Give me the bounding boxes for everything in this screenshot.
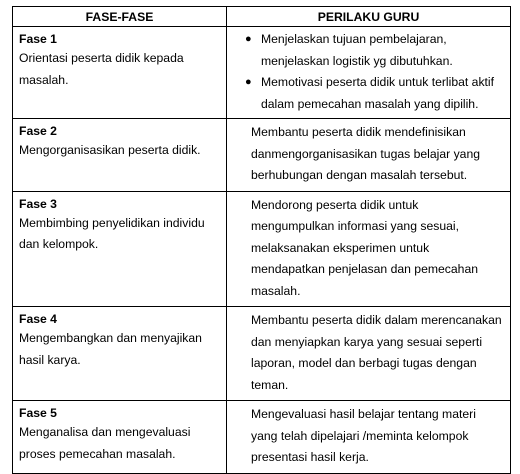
- behavior-cell: [227, 119, 511, 192]
- phase-title: Fase 2: [19, 124, 57, 138]
- list-item: [245, 72, 504, 115]
- behavior-text: Memotivasi peserta didik untuk terlibat aktif dalam pemecahan masalah yang dipilih.: [261, 75, 495, 111]
- phase-cell: [13, 191, 227, 307]
- table-row: [13, 27, 511, 119]
- phase-description: Menganalisa dan mengevaluasi proses pemecahan masalah.: [19, 425, 191, 461]
- table-row: [13, 119, 511, 192]
- behavior-text: Mendorong peserta didik untuk mengumpulkan informasi yang sesuai, melaksanakan eksperimen untuk mendapatkan penjelasan dan pemecahan masalah.: [251, 197, 478, 298]
- phase-cell: [13, 119, 227, 192]
- phase-behavior-table: [12, 6, 511, 474]
- phase-description: Mengorganisasikan peserta didik.: [19, 143, 201, 157]
- behavior-cell: [227, 191, 511, 307]
- table-row: [13, 307, 511, 401]
- phase-title: Fase 1: [19, 32, 57, 46]
- bullet-dot-icon: ●: [245, 76, 252, 88]
- phase-description: Mengembangkan dan menyajikan hasil karya.: [19, 331, 202, 367]
- phase-title: Fase 4: [19, 312, 57, 326]
- header-phases: FASE-FASE: [13, 7, 227, 27]
- phase-cell: [13, 401, 227, 474]
- table-row: [13, 401, 511, 474]
- table-header-row: [13, 7, 511, 27]
- behavior-text: Membantu peserta didik mendefinisikan danmengorganisasikan tugas belajar yang berhubungan dengan masalah tersebut.: [251, 125, 481, 182]
- list-item: [245, 29, 504, 72]
- phase-title: Fase 3: [19, 196, 57, 211]
- bullet-dot-icon: ●: [245, 33, 252, 45]
- phase-description: Orientasi peserta didik kepada masalah.: [19, 51, 184, 87]
- phase-title: Fase 5: [19, 406, 57, 420]
- behavior-text: Menjelaskan tujuan pembelajaran, menjelaskan logistik yg dibutuhkan.: [261, 32, 453, 68]
- header-teacher-behavior: PERILAKU GURU: [227, 7, 511, 27]
- behavior-cell: [227, 307, 511, 401]
- phase-cell: [13, 27, 227, 119]
- phase-cell: [13, 307, 227, 401]
- behavior-cell: [227, 27, 511, 119]
- phase-description: Membimbing penyelidikan individu dan kelompok.: [19, 215, 205, 251]
- behavior-cell: [227, 401, 511, 474]
- table-row: [13, 191, 511, 307]
- behavior-text: Mengevaluasi hasil belajar tentang materi yang telah dipelajari /meminta kelompok presentasi hasil kerja.: [251, 407, 476, 464]
- behavior-text: Membantu peserta didik dalam merencanakan dan menyiapkan karya yang sesuai seperti laporan, model dan berbagi tugas dengan teman.: [251, 313, 502, 392]
- behavior-list: [227, 27, 510, 118]
